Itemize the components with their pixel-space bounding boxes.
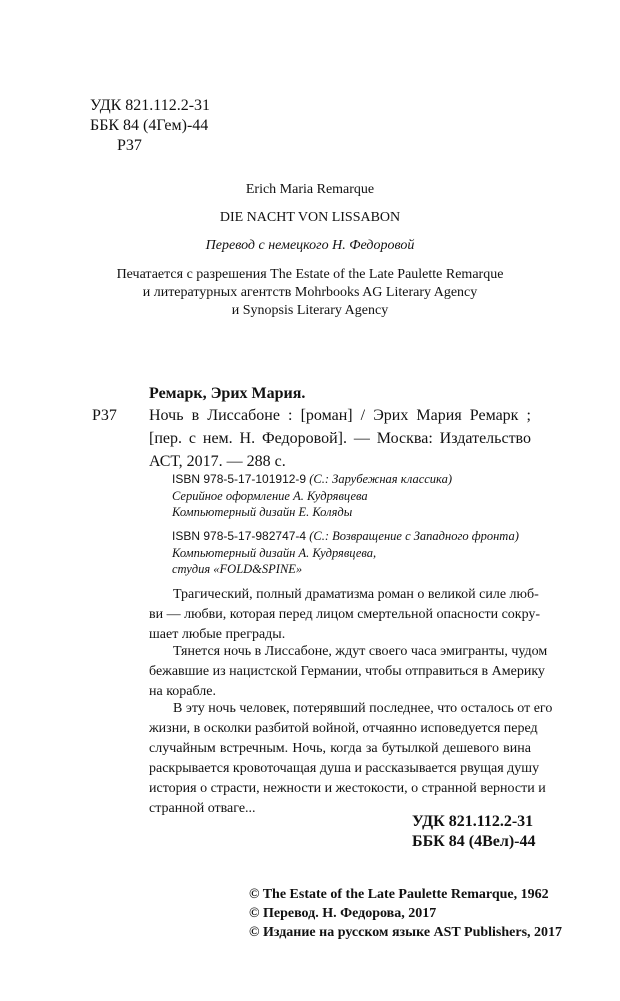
original-author: Erich Maria Remarque (245, 182, 375, 197)
copyright-line: © The Estate of the Late Paulette Remarque, 1962 (249, 887, 549, 902)
footer-bbk-code: ББК 84 (4Вел)-44 (412, 833, 536, 850)
isbn-line (172, 471, 452, 487)
catalog-line: [пер. с нем. Н. Федоровой]. — Москва: Издательство (149, 430, 531, 447)
copyright-line: © Перевод. Н. Федорова, 2017 (249, 906, 437, 921)
isbn-number: ISBN 978-5-17-982747-4 (172, 529, 307, 543)
permission-line: и Synopsis Literary Agency (231, 303, 389, 318)
annotation-line: на корабле. (149, 684, 216, 699)
annotation-line: Трагический, полный драматизма роман о великой силе люб- (173, 587, 539, 602)
annotation-line: В эту ночь человек, потерявший последнее, что осталось от его (173, 701, 553, 716)
permission-line: Печатается с разрешения The Estate of the Late Paulette Remarque (116, 267, 504, 282)
annotation-paragraph (149, 586, 541, 644)
annotation-paragraph (149, 700, 553, 818)
annotation-line: случайным встречным. Ночь, когда за бутылкой дешевого вина (149, 741, 531, 756)
catalog-line: Ночь в Лиссабоне : [роман] / Эрих Мария Ремарк ; (149, 407, 531, 424)
annotation-line: бежавшие из нацистской Германии, чтобы отправиться в Америку (149, 664, 545, 679)
annotation-line: странной отваге... (149, 801, 256, 816)
design-credit: Компьютерный дизайн А. Кудрявцева, (172, 546, 377, 560)
catalog-line: АСТ, 2017. — 288 с. (149, 453, 286, 470)
annotation-line: шает любые преграды. (149, 627, 286, 642)
isbn-series: (С.: Зарубежная классика) (309, 472, 452, 486)
isbn-number: ISBN 978-5-17-101912-9 (172, 472, 307, 486)
annotation-line: раскрывается кровоточащая душа и рассказывается рвущая душу (149, 761, 540, 776)
annotation-line: жизни, в осколки разбитой войной, отчаянно исповедуется перед (149, 721, 538, 736)
annotation-line: ви — любви, которая перед лицом смертельной опасности сокру- (149, 607, 541, 622)
design-credit: Компьютерный дизайн Е. Коляды (172, 505, 353, 519)
original-title: DIE NACHT VON LISSABON (219, 210, 401, 225)
bbk-code: ББК 84 (4Гем)-44 (90, 117, 209, 134)
annotation-paragraph (149, 643, 548, 701)
permission-line: и литературных агентств Mohrbooks AG Literary Agency (142, 285, 478, 300)
design-credit: студия «FOLD&SPINE» (172, 562, 303, 576)
annotation-line: Тянется ночь в Лиссабоне, ждут своего часа эмигранты, чудом (173, 644, 548, 659)
catalog-code: Р37 (92, 407, 117, 424)
translation-note: Перевод с немецкого Н. Федоровой (205, 238, 415, 253)
catalog-heading: Ремарк, Эрих Мария. (149, 385, 306, 402)
footer-udk-code: УДК 821.112.2-31 (412, 813, 534, 830)
author-code: Р37 (117, 137, 142, 154)
catalog-description (149, 406, 531, 472)
udk-code: УДК 821.112.2-31 (90, 97, 211, 114)
isbn-series: (С.: Возвращение с Западного фронта) (309, 529, 519, 543)
copyright-line: © Издание на русском языке AST Publishers, 2017 (249, 925, 563, 940)
isbn-line (172, 528, 519, 544)
annotation-line: история о страсти, нежности и жестокости, о странной верности и (149, 781, 546, 796)
design-credit: Серийное оформление А. Кудрявцева (172, 489, 368, 503)
